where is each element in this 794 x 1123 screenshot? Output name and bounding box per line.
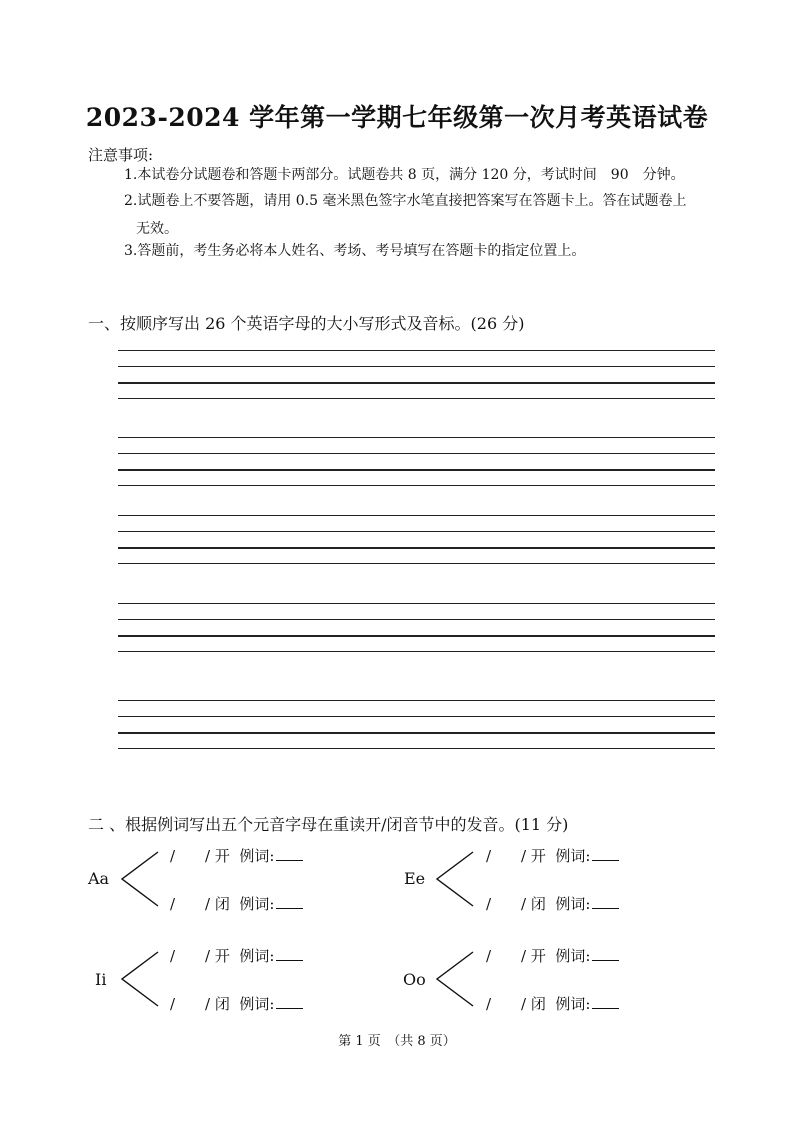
answer-blank[interactable]	[276, 846, 303, 861]
notes-heading: 注意事项:	[88, 146, 154, 164]
branch-icon	[433, 850, 475, 908]
closed-syllable-row: / / 闭 例词:	[170, 993, 303, 1014]
open-syllable-row: / / 开 例词:	[170, 945, 303, 966]
vowel-label-ee: Ee	[404, 869, 426, 888]
section-2-heading: 二 、根据例词写出五个元音字母在重读开/闭音节中的发音。(11 分)	[88, 815, 569, 834]
page-footer: 第 1 页 （共 8 页）	[338, 1034, 456, 1049]
branch-icon	[118, 850, 160, 908]
answer-blank[interactable]	[276, 946, 303, 961]
branch-icon	[118, 950, 160, 1008]
note-item-2: 2.试题卷上不要答题，请用 0.5 毫米黑色签字水笔直接把答案写在答题卡上。答在试题卷上	[124, 193, 687, 209]
closed-syllable-row: / / 闭 例词:	[170, 893, 303, 914]
branch-icon	[433, 950, 475, 1008]
answer-blank[interactable]	[592, 894, 619, 909]
answer-blank[interactable]	[592, 994, 619, 1009]
section-1-heading: 一、按顺序写出 26 个英语字母的大小写形式及音标。(26 分)	[88, 314, 525, 333]
closed-syllable-row: / / 闭 例词:	[486, 893, 619, 914]
note-item-3: 3.答题前，考生务必将本人姓名、考场、考号填写在答题卡的指定位置上。	[124, 243, 586, 259]
answer-blank[interactable]	[276, 894, 303, 909]
answer-blank[interactable]	[276, 994, 303, 1009]
answer-blank[interactable]	[592, 846, 619, 861]
open-syllable-row: / / 开 例词:	[486, 845, 619, 866]
vowel-label-ii: Ii	[95, 970, 107, 989]
note-item-2-continued: 无效。	[136, 221, 178, 237]
answer-blank[interactable]	[592, 946, 619, 961]
vowel-label-oo: Oo	[403, 970, 426, 989]
open-syllable-row: / / 开 例词:	[170, 845, 303, 866]
open-syllable-row: / / 开 例词:	[486, 945, 619, 966]
note-item-1: 1.本试卷分试题卷和答题卡两部分。试题卷共 8 页，满分 120 分，考试时间 90 分钟。	[124, 167, 685, 183]
closed-syllable-row: / / 闭 例词:	[486, 993, 619, 1014]
vowel-label-aa: Aa	[88, 869, 110, 888]
exam-title: 2023-2024 学年第一学期七年级第一次月考英语试卷	[85, 103, 709, 132]
